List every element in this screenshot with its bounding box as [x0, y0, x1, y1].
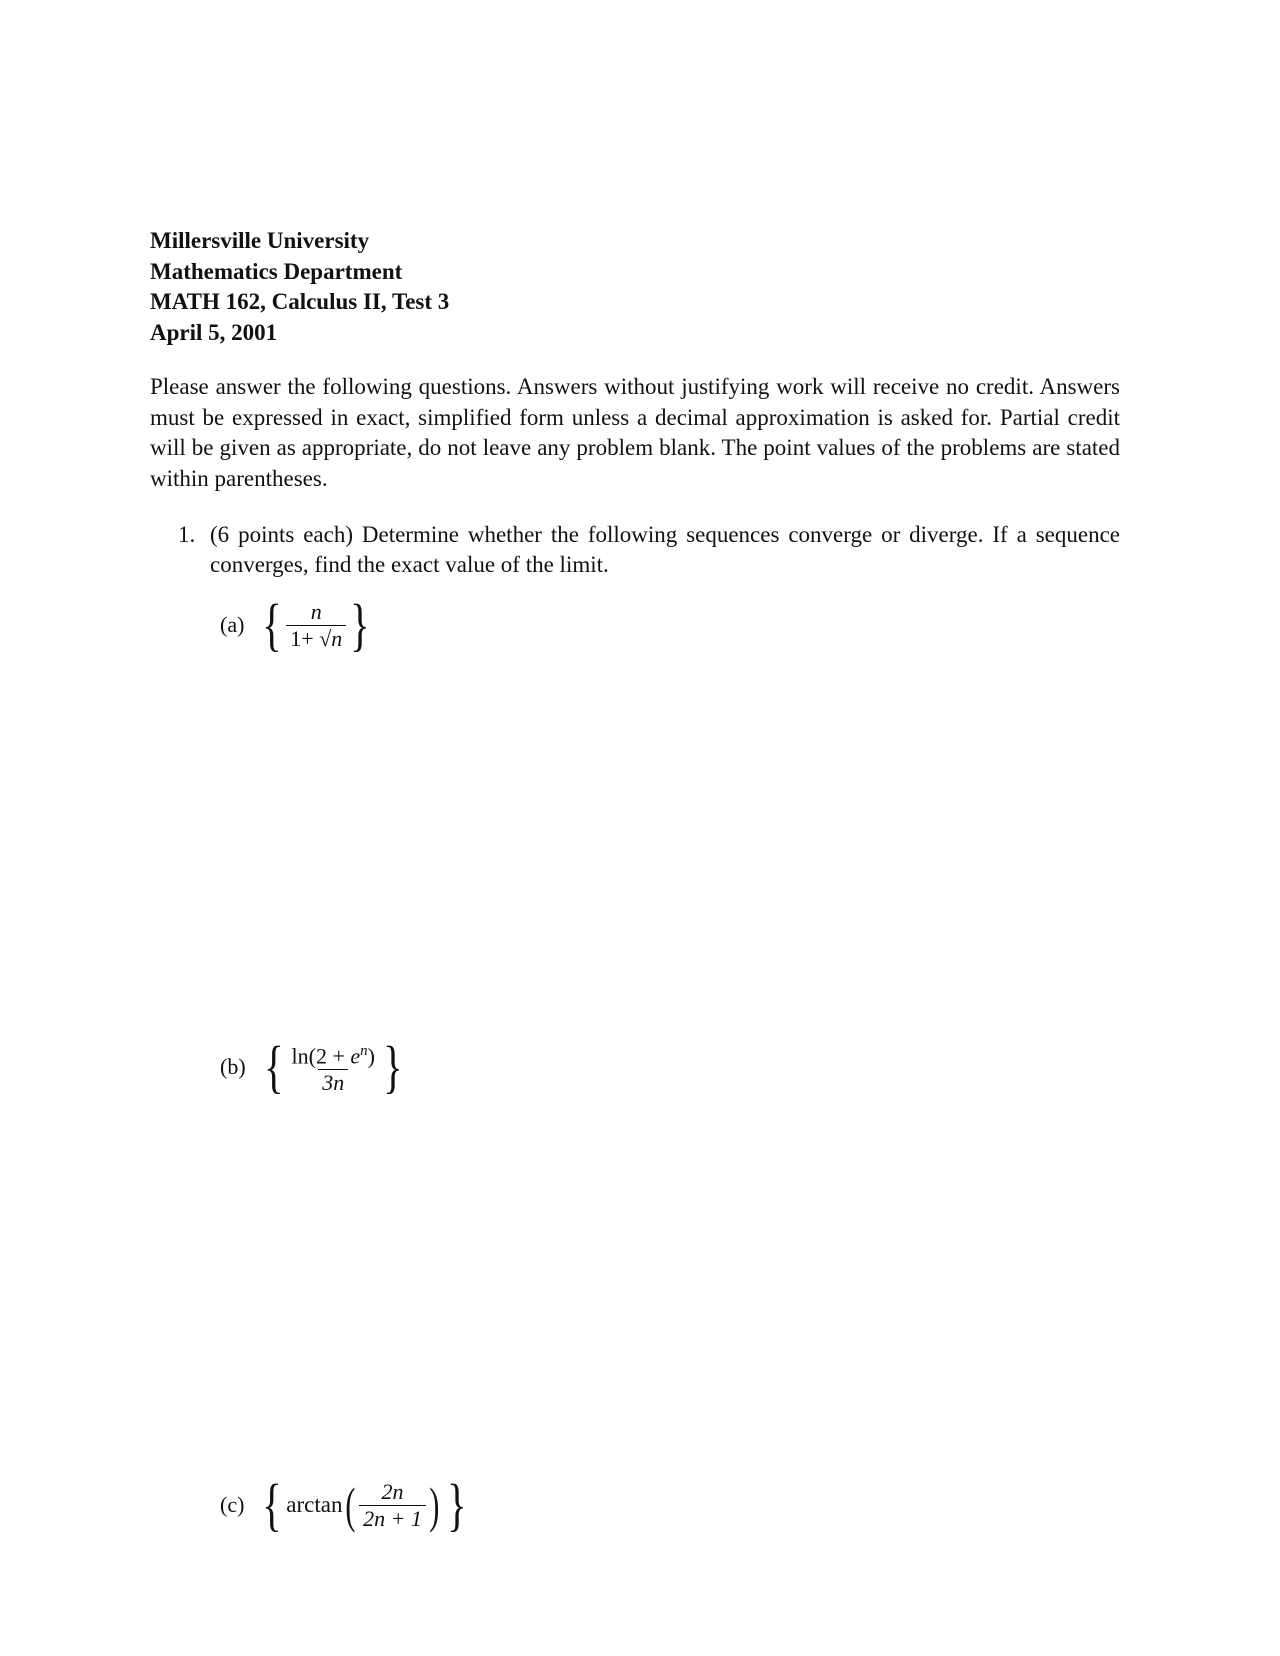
exam-date: April 5, 2001: [150, 319, 278, 345]
numerator-suffix: ): [367, 1043, 375, 1069]
instructions: Please answer the following questions. Answers without justifying work will receive no credit. Answers must be expressed in exact, simplified form unless a decimal approximation is asked for. Partial credit will be given as appropriate, do not leave any problem blank. The point values of the problems are stated within parentheses.: [150, 374, 1120, 491]
question-text: (6 points each) Determine whether the following sequences converge or diverge. If a sequence converges, find the exact value of the limit.: [210, 522, 1120, 577]
part-a: [220, 592, 374, 657]
formula-b: { $\frac{\ln(2 + e^n)}{3n}$ }: [263, 1034, 403, 1100]
formula-a: { $\frac{n}{1+ √n}$ }: [262, 592, 370, 657]
function-name: arctan: [286, 1492, 343, 1517]
course-title: MATH 162, Calculus II, Test 3: [150, 289, 450, 314]
part-b: [220, 1034, 407, 1100]
denominator-prefix: 1+: [290, 625, 320, 651]
question-1: [178, 520, 1120, 580]
numerator-base: e: [350, 1043, 361, 1069]
department-name: Mathematics Department: [150, 258, 403, 284]
part-label: (c): [220, 1492, 245, 1517]
denominator: 2n + 1: [363, 1505, 422, 1531]
formula-c: { arctan ( $\frac{2n}{2n + 1}$ ) }: [262, 1472, 467, 1537]
part-label: (b): [220, 1054, 246, 1080]
university-name: Millersville University: [150, 228, 370, 253]
numerator: 2n: [381, 1478, 404, 1504]
radicand: n: [331, 625, 343, 651]
numerator-exponent: n: [360, 1043, 368, 1059]
numerator: n: [310, 598, 322, 624]
part-label: (a): [220, 612, 245, 637]
part-c: [220, 1472, 470, 1537]
exam-header: [150, 226, 449, 348]
question-number: 1.: [178, 522, 196, 547]
denominator: 3n: [322, 1070, 345, 1096]
numerator-prefix: ln(2 +: [291, 1043, 351, 1069]
